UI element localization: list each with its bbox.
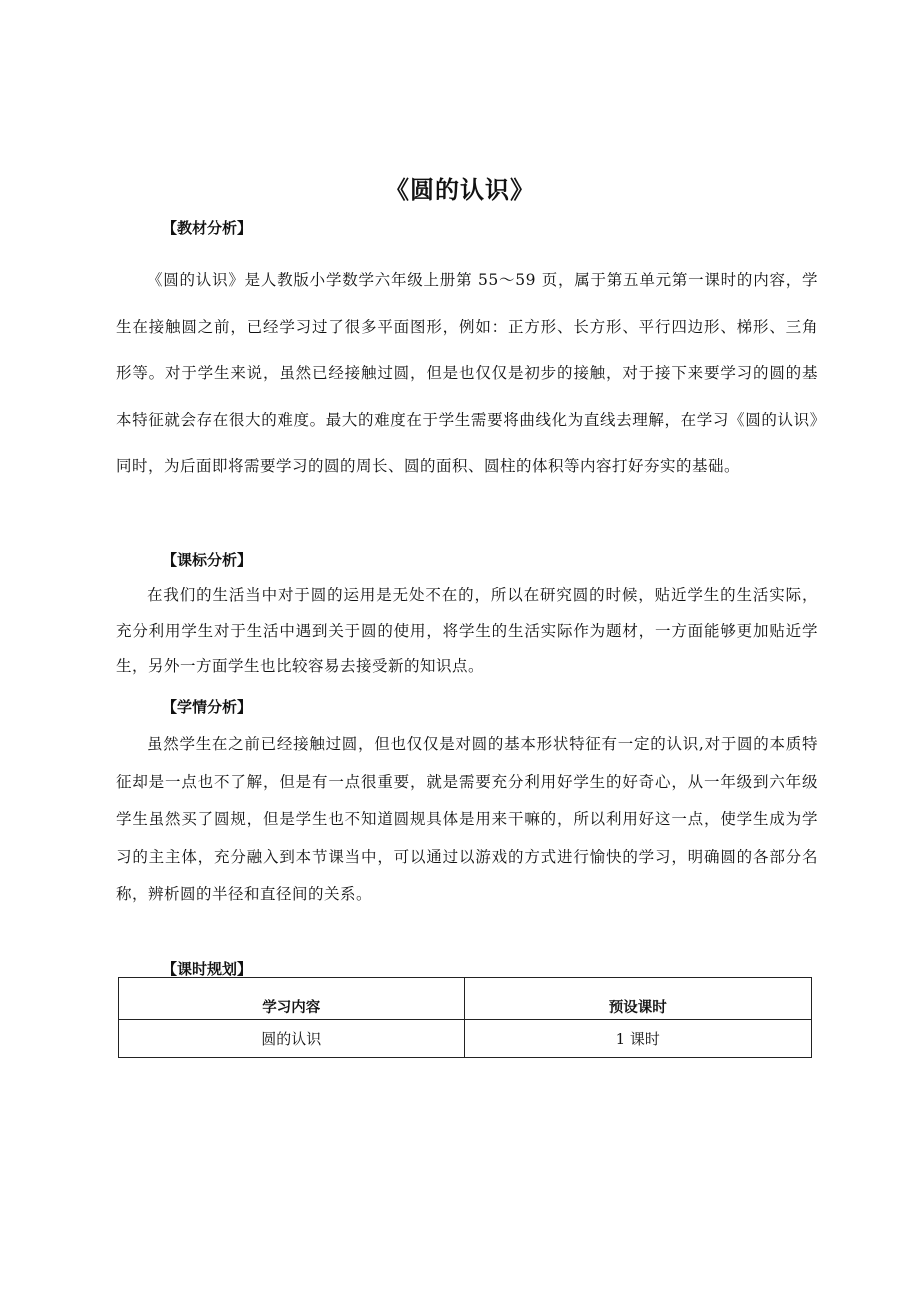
paragraph-curriculum: 在我们的生活当中对于圆的运用是无处不在的，所以在研究圆的时候，贴近学生的生活实际，充分利用学生对于生活中遇到关于圆的使用，将学生的生活实际作为题材，一方面能够更加贴近学生，另外一方面学生也比较容易去接受新的知识点。 bbox=[116, 586, 818, 675]
section-heading-textbook: 【教材分析】 bbox=[162, 219, 253, 237]
lesson-schedule-table bbox=[118, 977, 812, 1058]
table-header-cell: 预设课时 bbox=[464, 978, 812, 1020]
table-header-cell: 学习内容 bbox=[119, 978, 465, 1020]
table-row bbox=[119, 1020, 812, 1058]
paragraph-textbook: 《圆的认识》是人教版小学数学六年级上册第 55～59 页，属于第五单元第一课时的内容，学生在接触圆之前，已经学习过了很多平面图形，例如：正方形、长方形、平行四边形、梯形、三角形等。对于学生来说，虽然已经接触过圆，但是也仅仅是初步的接触，对于接下来要学习的圆的基本特征就会存在很大的难度。最大的难度在于学生需要将曲线化为直线去理解，在学习《圆的认识》同时，为后面即将需要学习的圆的周长、圆的面积、圆柱的体积等内容打好夯实的基础。 bbox=[116, 271, 818, 475]
table-cell: 1 课时 bbox=[464, 1020, 812, 1058]
table-cell: 圆的认识 bbox=[119, 1020, 465, 1058]
page-title: 《圆的认识》 bbox=[385, 176, 535, 204]
section-heading-schedule: 【课时规划】 bbox=[162, 960, 253, 978]
table-header-row bbox=[119, 978, 812, 1020]
paragraph-learners: 虽然学生在之前已经接触过圆，但也仅仅是对圆的基本形状特征有一定的认识,对于圆的本质特征却是一点也不了解，但是有一点很重要，就是需要充分利用好学生的好奇心，从一年级到六年级学生虽然买了圆规，但是学生也不知道圆规具体是用来干嘛的，所以利用好这一点，使学生成为学习的主主体，充分融入到本节课当中，可以通过以游戏的方式进行愉快的学习，明确圆的各部分名称，辨析圆的半径和直径间的关系。 bbox=[116, 735, 818, 903]
section-heading-curriculum: 【课标分析】 bbox=[162, 551, 253, 569]
section-heading-learners: 【学情分析】 bbox=[162, 698, 253, 716]
